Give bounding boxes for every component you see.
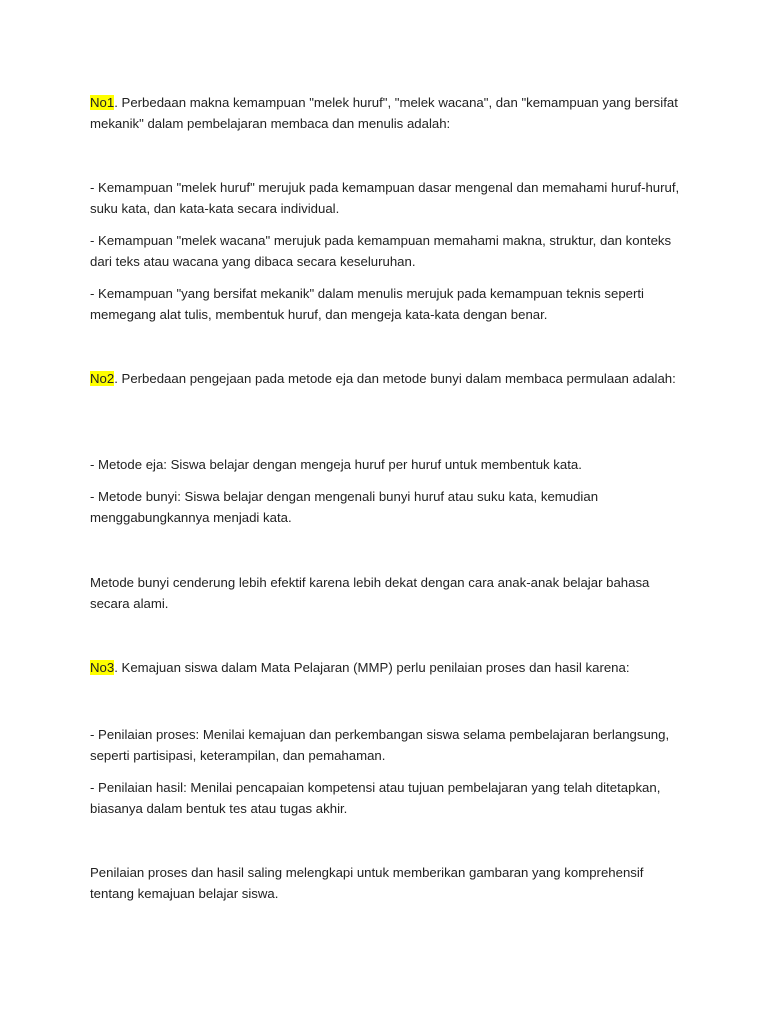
q1-point-mekanik: - Kemampuan "yang bersifat mekanik" dalam menulis merujuk pada kemampuan teknis seperti memegang alat tulis, membentuk huruf, dan mengeja kata-kata dengan benar. (90, 286, 644, 322)
q3-point-penilaian-proses: - Penilaian proses: Menilai kemajuan dan perkembangan siswa selama pembelajaran berlangsung, seperti partisipasi, keterampilan, dan pemahaman. (90, 727, 670, 763)
question-3-text: . Kemajuan siswa dalam Mata Pelajaran (MMP) perlu penilaian proses dan hasil karena: (114, 660, 630, 675)
question-3-label: No3 (90, 660, 115, 675)
q3-conclusion: Penilaian proses dan hasil saling melengkapi untuk memberikan gambaran yang komprehensif tentang kemajuan belajar siswa. (90, 865, 644, 901)
q2-point-metode-eja: - Metode eja: Siswa belajar dengan mengeja huruf per huruf untuk membentuk kata. (90, 457, 582, 472)
q1-point-melek-wacana: - Kemampuan "melek wacana" merujuk pada kemampuan memahami makna, struktur, dan konteks dari teks atau wacana yang dibaca secara keseluruhan. (90, 233, 672, 269)
q2-point-metode-bunyi: - Metode bunyi: Siswa belajar dengan mengenali bunyi huruf atau suku kata, kemudian menggabungkannya menjadi kata. (90, 489, 599, 525)
question-2-text: . Perbedaan pengejaan pada metode eja dan metode bunyi dalam membaca permulaan adalah: (114, 371, 676, 386)
question-1 (90, 92, 690, 134)
q3-point-penilaian-hasil: - Penilaian hasil: Menilai pencapaian kompetensi atau tujuan pembelajaran yang telah ditetapkan, biasanya dalam bentuk tes atau tugas akhir. (90, 780, 661, 816)
question-2-label: No2 (90, 371, 115, 386)
q1-point-melek-huruf: - Kemampuan "melek huruf" merujuk pada kemampuan dasar mengenal dan memahami huruf-huruf, suku kata, dan kata-kata secara individual. (90, 180, 680, 216)
question-1-label: No1 (90, 95, 115, 110)
q2-conclusion: Metode bunyi cenderung lebih efektif karena lebih dekat dengan cara anak-anak belajar bahasa secara alami. (90, 575, 650, 611)
question-3 (90, 657, 690, 678)
question-1-text: . Perbedaan makna kemampuan "melek huruf", "melek wacana", dan "kemampuan yang bersifat mekanik" dalam pembelajaran membaca dan menulis adalah: (90, 95, 678, 131)
question-2 (90, 368, 690, 389)
